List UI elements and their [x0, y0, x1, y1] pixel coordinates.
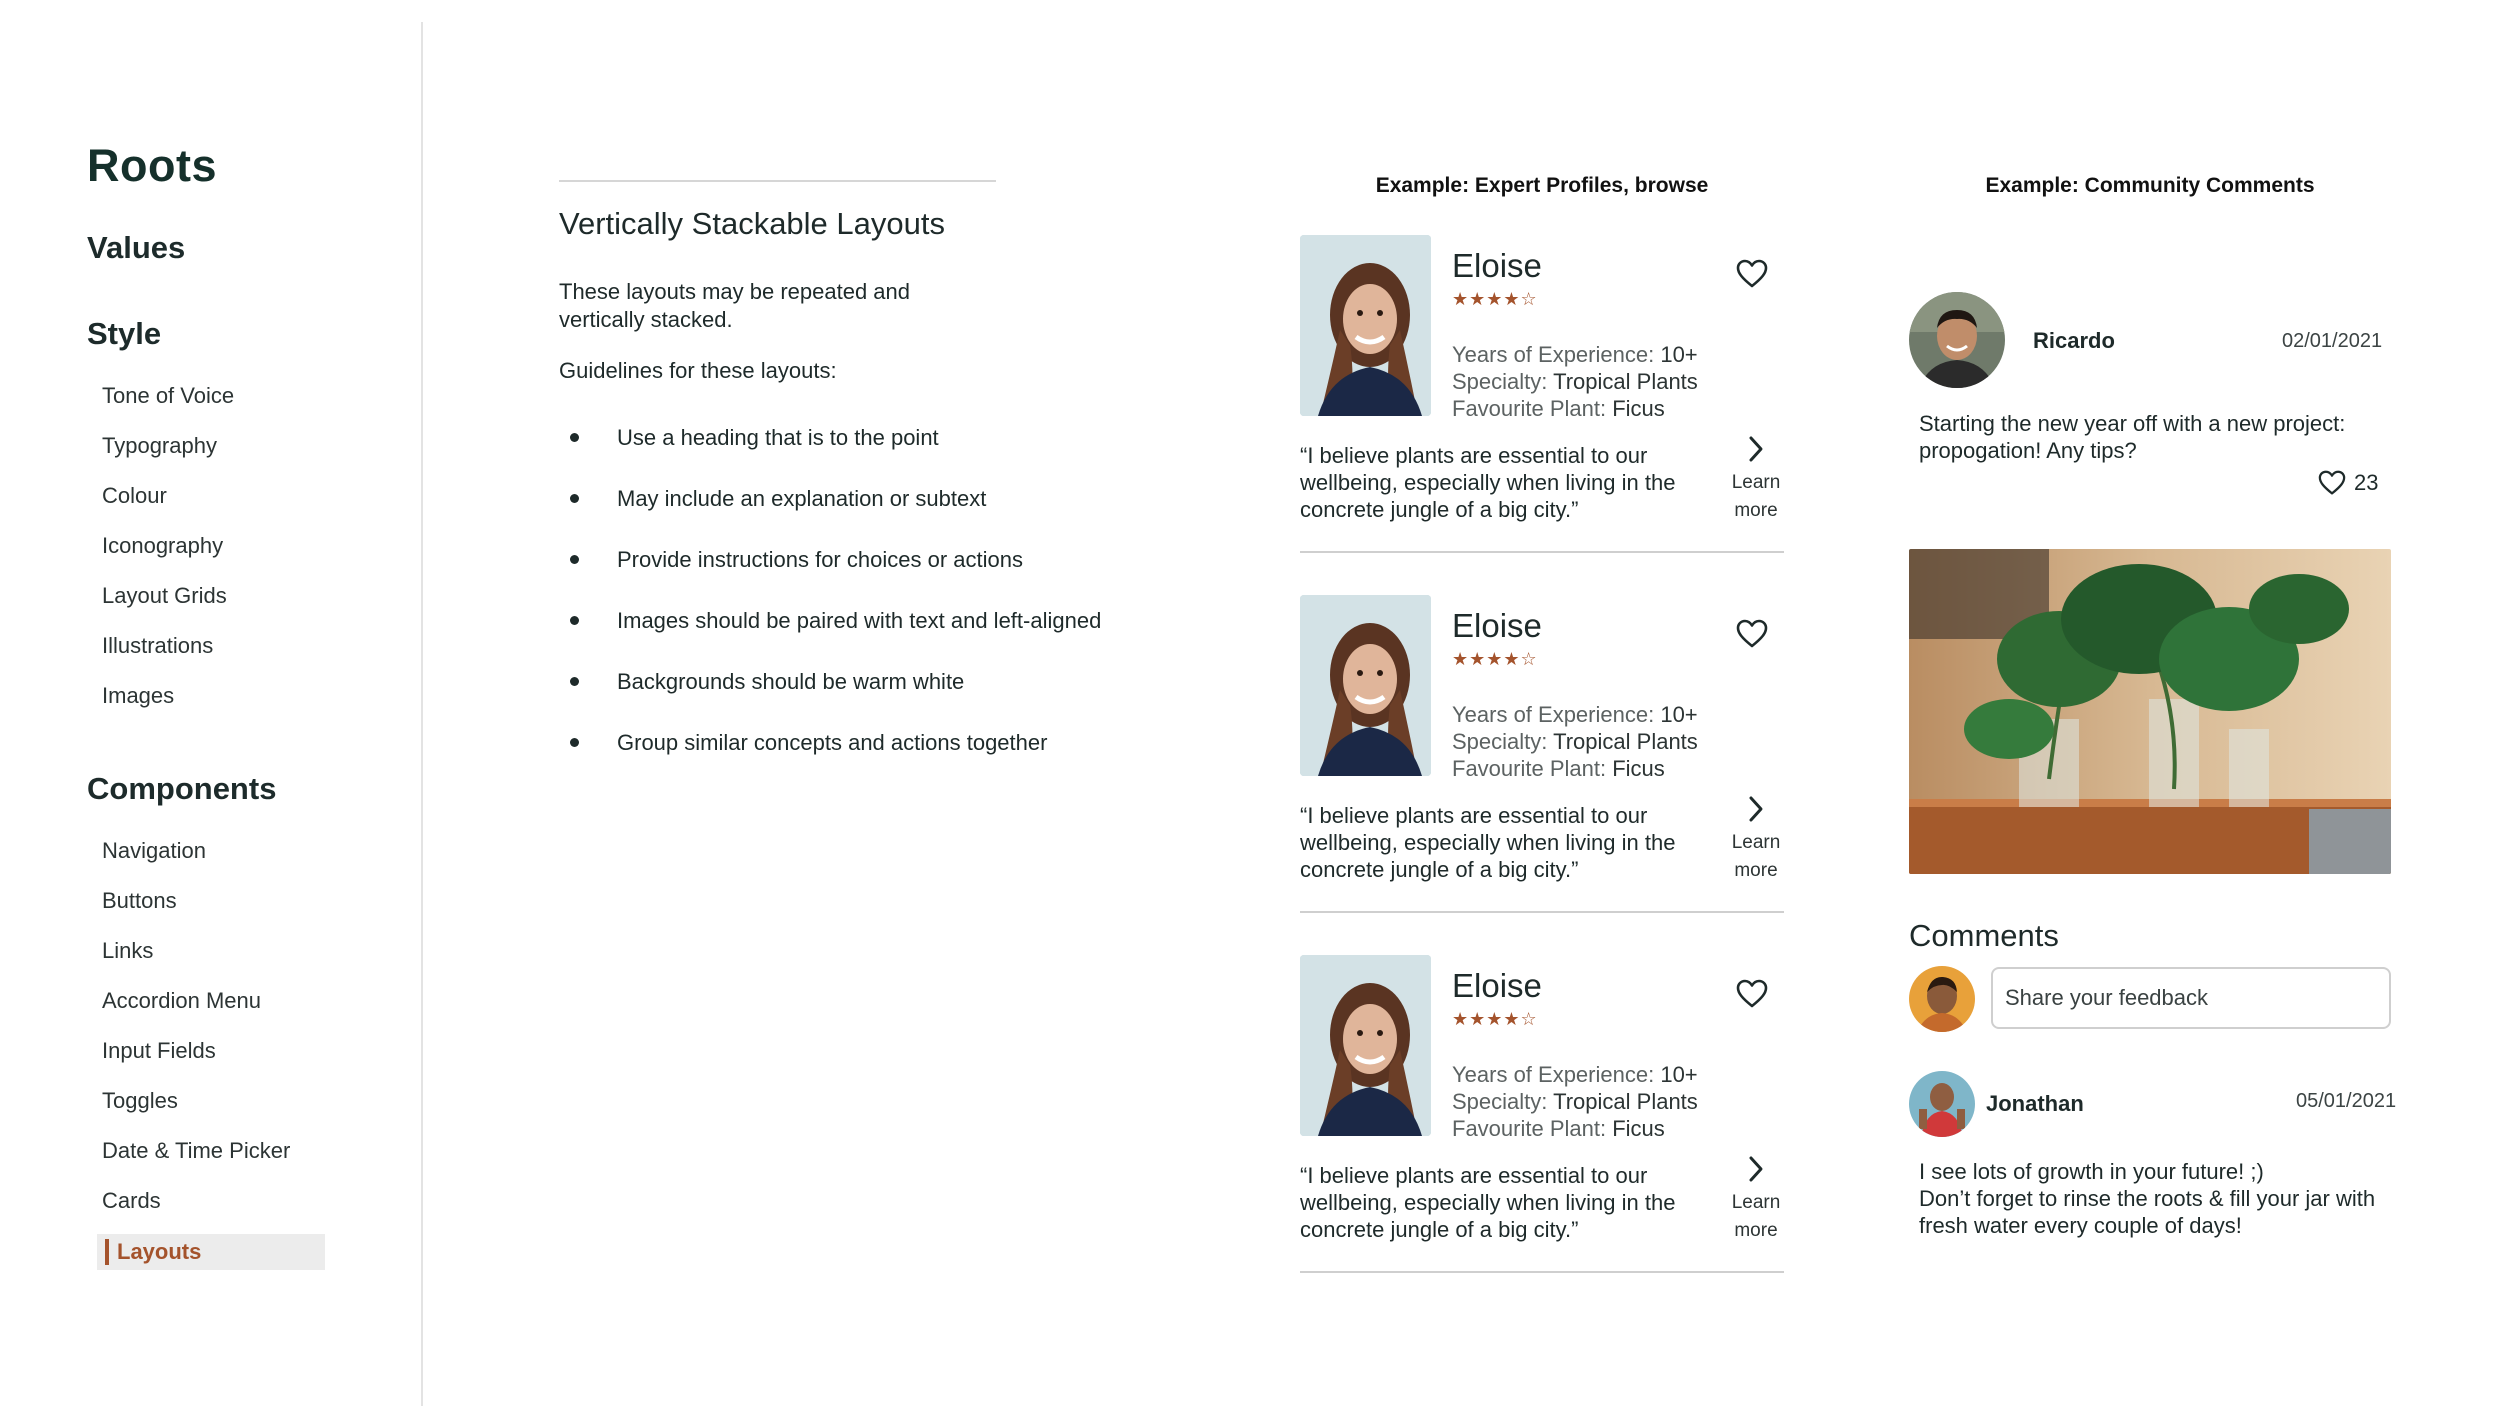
- sidebar-item-layout-grids[interactable]: Layout Grids: [102, 583, 227, 608]
- sidebar-item-cards[interactable]: Cards: [102, 1188, 161, 1213]
- learn-more-label: more: [1734, 1220, 1778, 1241]
- heart-icon: [2318, 470, 2346, 496]
- community-heading: Example: Community Comments: [1985, 174, 2315, 197]
- profile-facts: [1452, 701, 1698, 782]
- plant-value: Ficus: [1612, 396, 1665, 421]
- comments-title: Comments: [1909, 918, 2059, 953]
- specialty-value: Tropical Plants: [1553, 729, 1698, 754]
- sidebar-item-accordion-menu[interactable]: Accordion Menu: [102, 988, 261, 1013]
- plant-label: Favourite Plant:: [1452, 396, 1607, 421]
- experience-label: Years of Experience:: [1452, 342, 1655, 367]
- current-user-avatar: [1909, 966, 1975, 1032]
- plant-value: Ficus: [1612, 756, 1665, 781]
- profile-facts: [1452, 341, 1698, 422]
- sidebar-item-buttons[interactable]: Buttons: [102, 888, 177, 913]
- reply-author[interactable]: Jonathan: [1986, 1091, 2084, 1116]
- sidebar-divider: [421, 22, 423, 1406]
- guideline-item: Backgrounds should be warm white: [566, 669, 1101, 730]
- learn-more-label: Learn: [1731, 472, 1781, 493]
- sidebar-item-date-time-picker[interactable]: Date & Time Picker: [102, 1138, 291, 1163]
- guidelines-list: [566, 425, 1101, 791]
- profile-photo: [1300, 955, 1431, 1136]
- profile-photo: [1300, 595, 1431, 776]
- brand-logo[interactable]: Roots: [87, 140, 217, 191]
- reply-text-line: I see lots of growth in your future! ;): [1919, 1159, 2264, 1184]
- profile-card[interactable]: [1300, 235, 1784, 555]
- profile-quote: “I believe plants are essential to our wellbeing, especially when living in the concrete jungle of a big city.”: [1300, 803, 1676, 882]
- guideline-item: May include an explanation or subtext: [566, 486, 1101, 547]
- sidebar-item-iconography[interactable]: Iconography: [102, 533, 224, 558]
- learn-more-label: more: [1734, 860, 1778, 881]
- avatar[interactable]: [1909, 292, 2005, 388]
- profile-quote: “I believe plants are essential to our wellbeing, especially when living in the concrete jungle of a big city.”: [1300, 1163, 1676, 1242]
- guidelines-subtitle: Guidelines for these layouts:: [559, 358, 837, 383]
- reply-text: [1919, 1158, 2389, 1239]
- sidebar-item-colour[interactable]: Colour: [102, 483, 167, 508]
- sidebar-section-style[interactable]: Style: [87, 316, 162, 351]
- favourite-heart-icon[interactable]: [1736, 259, 1768, 289]
- profile-name: Eloise: [1452, 247, 1542, 284]
- sidebar-item-images[interactable]: Images: [102, 683, 175, 708]
- specialty-label: Specialty:: [1452, 369, 1548, 394]
- guideline-item: Provide instructions for choices or actions: [566, 547, 1101, 608]
- learn-more-label: more: [1734, 500, 1778, 521]
- favourite-heart-icon[interactable]: [1736, 619, 1768, 649]
- rating-stars: ★★★★☆: [1452, 289, 1538, 309]
- experience-label: Years of Experience:: [1452, 702, 1655, 727]
- sidebar-item-illustrations[interactable]: Illustrations: [102, 633, 214, 658]
- profiles-heading: Example: Expert Profiles, browse: [1375, 174, 1709, 197]
- specialty-label: Specialty:: [1452, 1089, 1548, 1114]
- chevron-right-icon: [1746, 435, 1766, 463]
- guidelines-intro: These layouts may be repeated and vertically stacked.: [559, 279, 911, 332]
- specialty-value: Tropical Plants: [1553, 1089, 1698, 1114]
- post-photo[interactable]: [1909, 549, 2391, 874]
- post-text: Starting the new year off with a new project: propogation! Any tips?: [1919, 411, 2346, 463]
- plant-label: Favourite Plant:: [1452, 756, 1607, 781]
- profile-card[interactable]: [1300, 955, 1784, 1275]
- guidelines-title: Vertically Stackable Layouts: [559, 206, 945, 241]
- chevron-right-icon: [1746, 795, 1766, 823]
- learn-more-label: Learn: [1731, 832, 1781, 853]
- feedback-input[interactable]: [1991, 967, 2391, 1029]
- sidebar-item-input-fields[interactable]: Input Fields: [102, 1038, 216, 1063]
- profile-name: Eloise: [1452, 967, 1542, 1004]
- learn-more-button[interactable]: [1726, 435, 1786, 525]
- sidebar-item-typography[interactable]: Typography: [102, 433, 217, 458]
- experience-value: 10+: [1660, 702, 1698, 727]
- post-date: 02/01/2021: [2282, 330, 2383, 352]
- sidebar-item-links[interactable]: Links: [102, 938, 154, 963]
- post-author[interactable]: Ricardo: [2033, 328, 2115, 353]
- experience-value: 10+: [1660, 1062, 1698, 1087]
- learn-more-label: Learn: [1731, 1192, 1781, 1213]
- profile-card[interactable]: [1300, 595, 1784, 915]
- avatar[interactable]: [1909, 1071, 1975, 1137]
- rating-stars: ★★★★☆: [1452, 1009, 1538, 1029]
- guideline-item: Group similar concepts and actions together: [566, 730, 1101, 791]
- specialty-label: Specialty:: [1452, 729, 1548, 754]
- sidebar-item-navigation[interactable]: Navigation: [102, 838, 206, 863]
- reply-text-line: Don’t forget to rinse the roots & fill your jar with fresh water every couple of days!: [1919, 1186, 2376, 1238]
- like-button[interactable]: [2318, 470, 2378, 496]
- plant-value: Ficus: [1612, 1116, 1665, 1141]
- sidebar-section-components[interactable]: Components: [87, 771, 277, 806]
- learn-more-button[interactable]: [1726, 795, 1786, 885]
- guidelines-rule: [559, 180, 996, 182]
- card-divider: [1300, 1271, 1784, 1273]
- guideline-item: Use a heading that is to the point: [566, 425, 1101, 486]
- rating-stars: ★★★★☆: [1452, 649, 1538, 669]
- sidebar-section-values[interactable]: Values: [87, 230, 186, 265]
- sidebar-item-layouts[interactable]: Layouts: [97, 1234, 325, 1270]
- sidebar-item-tone-of-voice[interactable]: Tone of Voice: [102, 383, 235, 408]
- experience-value: 10+: [1660, 342, 1698, 367]
- plant-label: Favourite Plant:: [1452, 1116, 1607, 1141]
- profile-photo: [1300, 235, 1431, 416]
- card-divider: [1300, 911, 1784, 913]
- sidebar-item-toggles[interactable]: Toggles: [102, 1088, 178, 1113]
- specialty-value: Tropical Plants: [1553, 369, 1698, 394]
- profile-quote: “I believe plants are essential to our wellbeing, especially when living in the concrete jungle of a big city.”: [1300, 443, 1676, 522]
- profile-name: Eloise: [1452, 607, 1542, 644]
- sidebar: [0, 0, 422, 1406]
- card-divider: [1300, 551, 1784, 553]
- guideline-item: Images should be paired with text and left-aligned: [566, 608, 1101, 669]
- like-count: 23: [2354, 470, 2379, 495]
- reply-date: 05/01/2021: [2296, 1090, 2397, 1112]
- learn-more-button[interactable]: [1726, 1155, 1786, 1245]
- favourite-heart-icon[interactable]: [1736, 979, 1768, 1009]
- chevron-right-icon: [1746, 1155, 1766, 1183]
- experience-label: Years of Experience:: [1452, 1062, 1655, 1087]
- profile-facts: [1452, 1061, 1698, 1142]
